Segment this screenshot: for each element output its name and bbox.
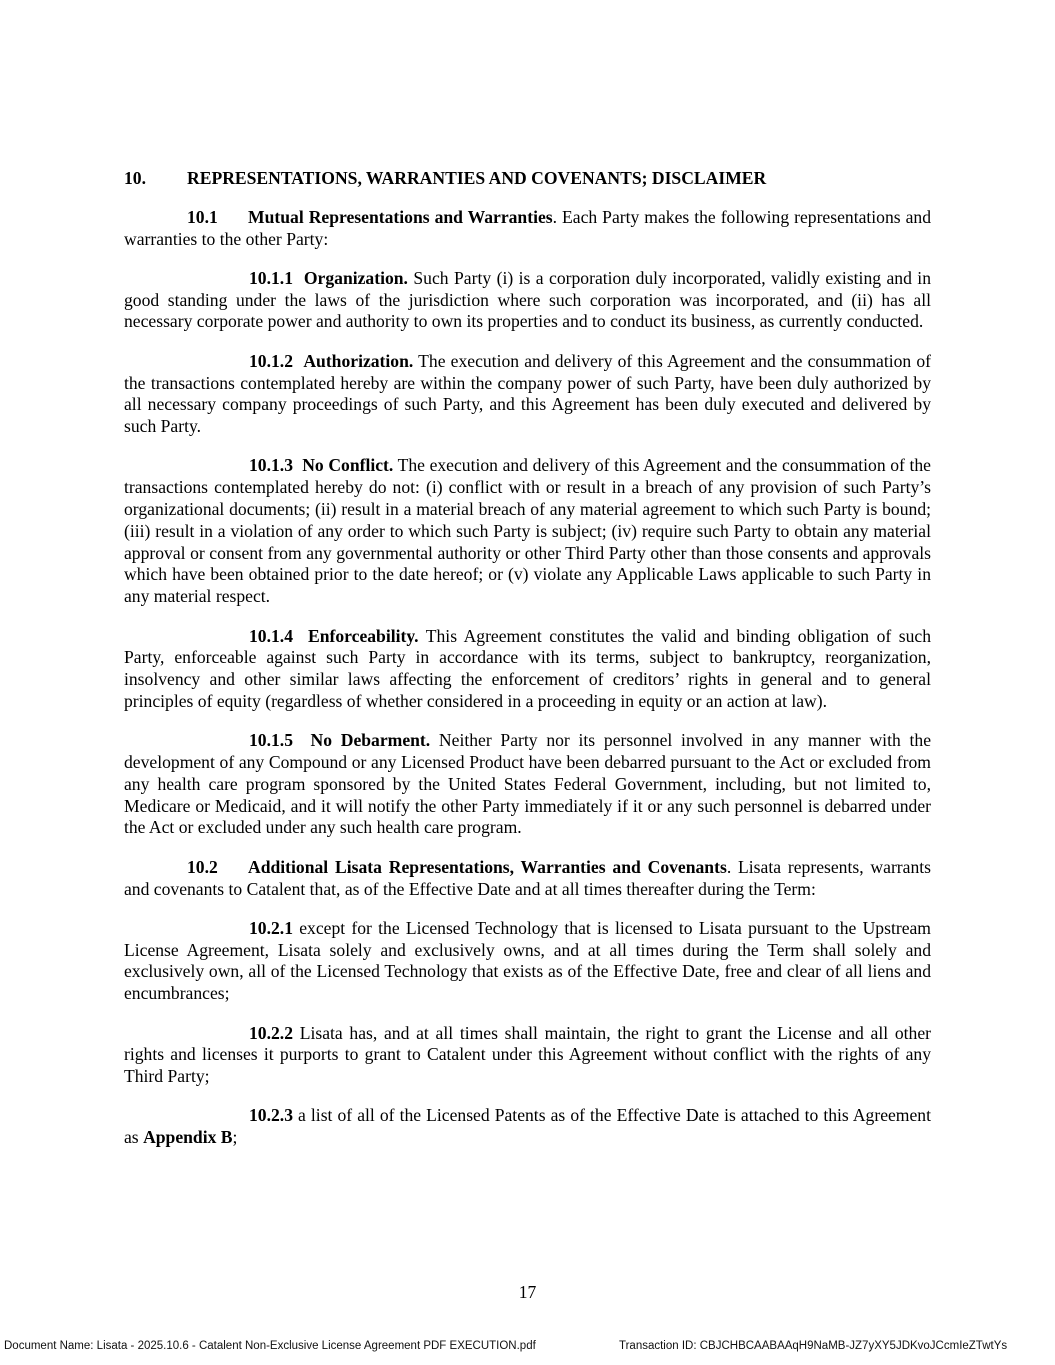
clause-10-2-2 [124,1023,931,1088]
clause-number: 10.1.2 [249,350,293,371]
clause-text: a list of all of the Licensed Patents as of the Effective Date is attached to this Agreement as [124,1105,931,1148]
clause-10-2-1 [124,918,931,1005]
clause-text: Lisata has, and at all times shall maintain, the right to grant the License and all other rights and licenses it purports to grant to Catalent under this Agreement without conflict with the rights of any Third Party; [124,1022,931,1087]
clause-text: The execution and delivery of this Agreement and the consummation of the transactions contemplated hereby do not: (i) conflict with or result in a breach of any provision of such Party’s organizational documents; (ii) result in a material breach of any material agreement to which such Party is bound; (iii) result in a violation of any order to which such Party is subject; (iv) require such Party to obtain any material approval or consent from any governmental authority or other Third Party other than those consents and approvals which have been obtained prior to the date hereof; or (v) violate any Applicable Laws applicable to such Party in any material respect. [124,455,931,607]
clause-text: The execution and delivery of this Agreement and the consummation of the transactions contemplated hereby are within the company power of such Party, have been duly authorized by all necessary company proceedings of such Party, and this Agreement has been duly executed and delivered by such Party. [124,350,932,437]
clause-end: ; [232,1127,238,1148]
clause-number: 10.2 [187,856,218,877]
clause-10-1-5 [124,730,931,839]
clause-title: Enforceability. [307,625,419,646]
clause-title: Authorization. [303,350,414,371]
clause-10-1-4 [124,626,931,713]
clause-text: This Agreement constitutes the valid and binding obligation of such Party, enforceable against such Party in accordance with its terms, subject to bankruptcy, reorganization, insolvency and other similar laws affecting the enforcement of creditors’ rights in general and to general principles of equity (regardless of whether considered in a proceeding in equity or an action at law). [124,625,931,711]
clause-number: 10.2.3 [249,1105,293,1126]
clause-10-1 [124,207,931,251]
appendix-reference: Appendix B [143,1127,233,1148]
clause-title: Organization. [303,267,408,288]
clause-number: 10.2.1 [249,917,293,938]
clause-number: 10.1.5 [249,730,293,751]
clause-number: 10.1.4 [249,625,293,646]
clause-title: Mutual Representations and Warranties [248,206,553,227]
clause-text: Neither Party nor its personnel involved in any manner with the development of any Compound or any Licensed Product have been debarred pursuant to the Act or excluded from any health care program sponsored by the United States Federal Government, including, but not limited to, Medicare or Medicaid, and it will notify the other Party immediately if it or any such personnel is debarred under the Act or excluded under any such health care program. [124,730,931,838]
clause-title: Additional Lisata Representations, Warranties and Covenants [248,856,727,877]
clause-number: 10.2.2 [249,1022,293,1043]
clause-text: Such Party (i) is a corporation duly incorporated, validly existing and in good standing under the laws of the jurisdiction where such corporation was incorporated, and (ii) has all necessary corporate power and authority to own its properties and to conduct its business, as currently conducted. [124,267,931,332]
clause-10-1-2 [124,351,931,438]
clause-text: except for the Licensed Technology that is licensed to Lisata pursuant to the Upstream License Agreement, Lisata solely and exclusively owns, and at all times during the Term shall solely and exclusively own, all of the Licensed Technology that exists as of the Effective Date, free and clear of all liens and encumbrances; [124,917,931,1004]
footer-document-name: Document Name: Lisata - 2025.10.6 - Catalent Non-Exclusive License Agreement PDF EXECUTION.pdf [4,1340,536,1352]
clause-text: . Each Party makes the following representations and warranties to the other Party: [124,206,931,249]
section-number: 10. [124,168,146,188]
clause-10-2 [124,857,931,901]
clause-title: No Conflict. [302,455,394,476]
clause-10-1-1 [124,268,931,333]
footer-transaction-id: Transaction ID: CBJCHBCAABAAqH9NaMB-JZ7yXY5JDKvoJCcmIeZTwtYs [619,1340,1008,1352]
page-number: 17 [518,1282,537,1302]
section-heading [124,168,931,190]
clause-number: 10.1 [187,206,218,227]
clause-title: No Debarment. [310,730,431,751]
document-body [124,168,931,1166]
clause-text: . Lisata represents, warrants and covenants to Catalent that, as of the Effective Date and at all times thereafter during the Term: [124,856,931,899]
section-title: REPRESENTATIONS, WARRANTIES AND COVENANTS; DISCLAIMER [187,168,767,188]
clause-10-1-3 [124,455,931,608]
clause-number: 10.1.3 [249,455,293,476]
clause-10-2-3 [124,1105,931,1149]
clause-number: 10.1.1 [249,267,293,288]
